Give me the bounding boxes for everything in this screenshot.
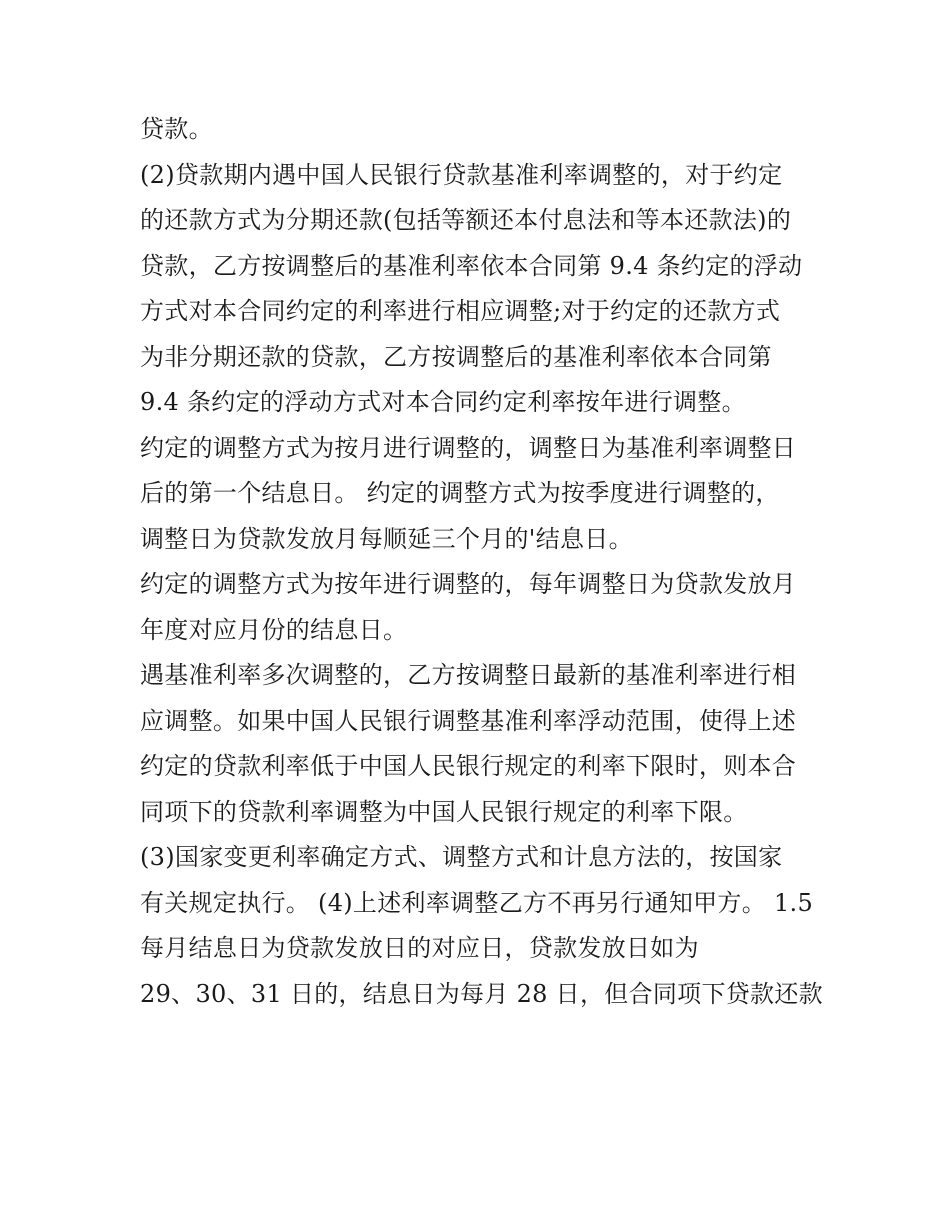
text-line: 后的第一个结息日。 约定的调整方式为按季度进行调整的，: [140, 479, 780, 507]
text-line: 调整日为贷款发放月每顺延三个月的'结息日。: [140, 524, 633, 553]
text-line: 为非分期还款的贷款，乙方按调整后的基准利率依本合同第: [140, 342, 772, 371]
text-line: 贷款，乙方按调整后的基准利率依本合同第 9.4 条约定的浮动: [140, 251, 803, 280]
text-line: 应调整。如果中国人民银行调整基准利率浮动范围，使得上述: [140, 706, 797, 735]
text-line: 约定的调整方式为按年进行调整的，每年调整日为贷款发放月: [140, 570, 797, 598]
text-line: 方式对本合同约定的利率进行相应调整;对于约定的还款方式: [140, 297, 781, 325]
text-line: 9.4 条约定的浮动方式对本合同约定利率按年进行调整。: [140, 388, 746, 416]
text-line: 29、30、31 日的，结息日为每月 28 日，但合同项下贷款还款: [140, 979, 823, 1008]
text-line: 同项下的贷款利率调整为中国人民银行规定的利率下限。: [140, 797, 748, 826]
text-line: 每月结息日为贷款发放日的对应日，贷款发放日如为: [140, 934, 699, 962]
text-line: (2)贷款期内遇中国人民银行贷款基准利率调整的，对于约定: [140, 160, 783, 189]
text-line: 年度对应月份的结息日。: [140, 615, 408, 644]
text-line: 的还款方式为分期还款(包括等额还本付息法和等本还款法)的: [140, 206, 792, 234]
document-body: [140, 107, 823, 1017]
text-line: 约定的贷款利率低于中国人民银行规定的利率下限时，则本合: [140, 752, 797, 780]
text-line: 约定的调整方式为按月进行调整的，调整日为基准利率调整日: [140, 433, 797, 462]
text-line: 贷款。: [140, 115, 213, 143]
text-line: (3)国家变更利率确定方式、调整方式和计息方法的，按国家: [140, 843, 783, 871]
text-line: 有关规定执行。 (4)上述利率调整乙方不再另行通知甲方。 1.5: [140, 888, 814, 917]
text-line: 遇基准利率多次调整的，乙方按调整日最新的基准利率进行相: [140, 661, 797, 689]
